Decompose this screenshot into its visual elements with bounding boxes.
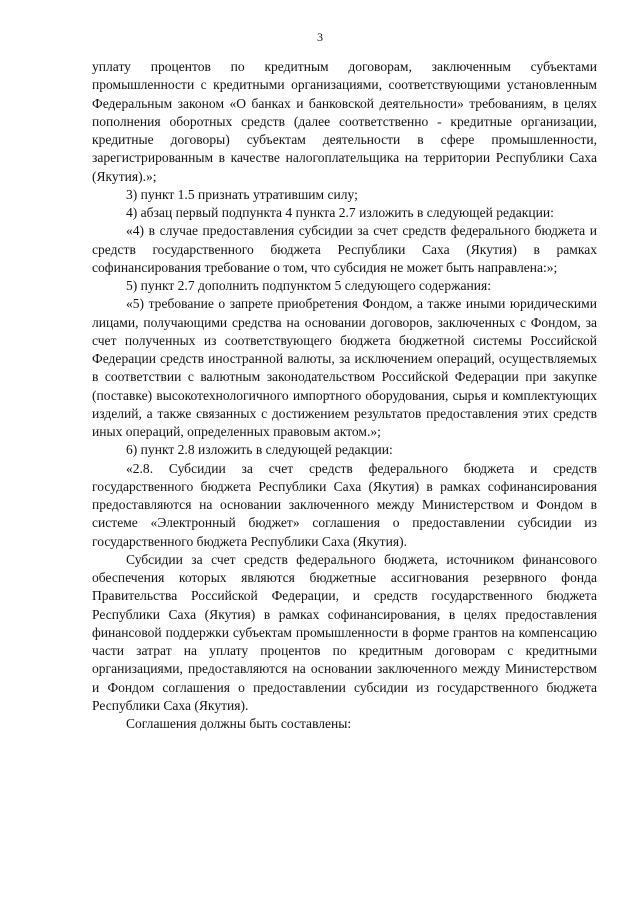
paragraph: 3) пункт 1.5 признать утратившим силу;	[126, 186, 358, 202]
paragraph: 6) пункт 2.8 изложить в следующей редакции:	[126, 442, 393, 458]
document-body	[92, 58, 597, 733]
paragraph: «4) в случае предоставления субсидии за счет средств федерального бюджета и средств государственного бюджета Республики Саха (Якутия) в рамках софинансирования требование о том, что субсидия не может быть направлена:»;	[92, 223, 597, 275]
page-number: 3	[317, 30, 323, 44]
paragraph: 5) пункт 2.7 дополнить подпунктом 5 следующего содержания:	[126, 278, 491, 293]
paragraph: «2.8. Субсидии за счет средств федерального бюджета и средств государственного бюджета Республики Саха (Якутия) в рамках софинансирования предоставляются на основании заключенного между Министерством и Фондом в системе «Электронный бюджет» соглашения о предоставлении субсидии из государственного бюджета Республики Саха (Якутия).	[92, 460, 597, 549]
paragraph: 4) абзац первый подпункта 4 пункта 2.7 изложить в следующей редакции:	[126, 205, 554, 220]
paragraph: уплату процентов по кредитным договорам, заключенным субъектами промышленности с кредитными организациями, соответствующими установленным Федеральным законом «О банках и банковской деятельности» требованиям, в целях пополнения оборотных средств (далее соответственно - кредитные организации, кредитные договоры) субъектам деятельности в сфере промышленности, зарегистрированным в качестве налогоплательщика на территории Республики Саха (Якутия).»;	[92, 59, 597, 184]
paragraph: «5) требование о запрете приобретения Фондом, а также иными юридическими лицами, получающими средства на основании договоров, заключенных с Фондом, за счет полученных из соответствующего бюджета бюджетной системы Российской Федерации средств иностранной валюты, за исключением операций, осуществляемых в соответствии с валютным законодательством Российской Федерации при закупке (поставке) высокотехнологичного импортного оборудования, сырья и комплектующих изделий, а также связанных с достижением результатов предоставления этих средств иных операций, определенных правовым актом.»;	[92, 296, 597, 439]
paragraph: Соглашения должны быть составлены:	[126, 716, 352, 731]
paragraph: Субсидии за счет средств федерального бюджета, источником финансового обеспечения которых являются бюджетные ассигнования резервного фонда Правительства Российской Федерации, и средств государственного бюджета Республики Саха (Якутия) в рамках софинансирования, в целях предоставления финансовой поддержки субъектам промышленности в форме грантов на компенсацию части затрат на уплату процентов по кредитным договорам с кредитными организациями, предоставляются на основании заключенного между Министерством и Фондом соглашения о предоставлении субсидии из государственного бюджета Республики Саха (Якутия).	[92, 551, 597, 713]
